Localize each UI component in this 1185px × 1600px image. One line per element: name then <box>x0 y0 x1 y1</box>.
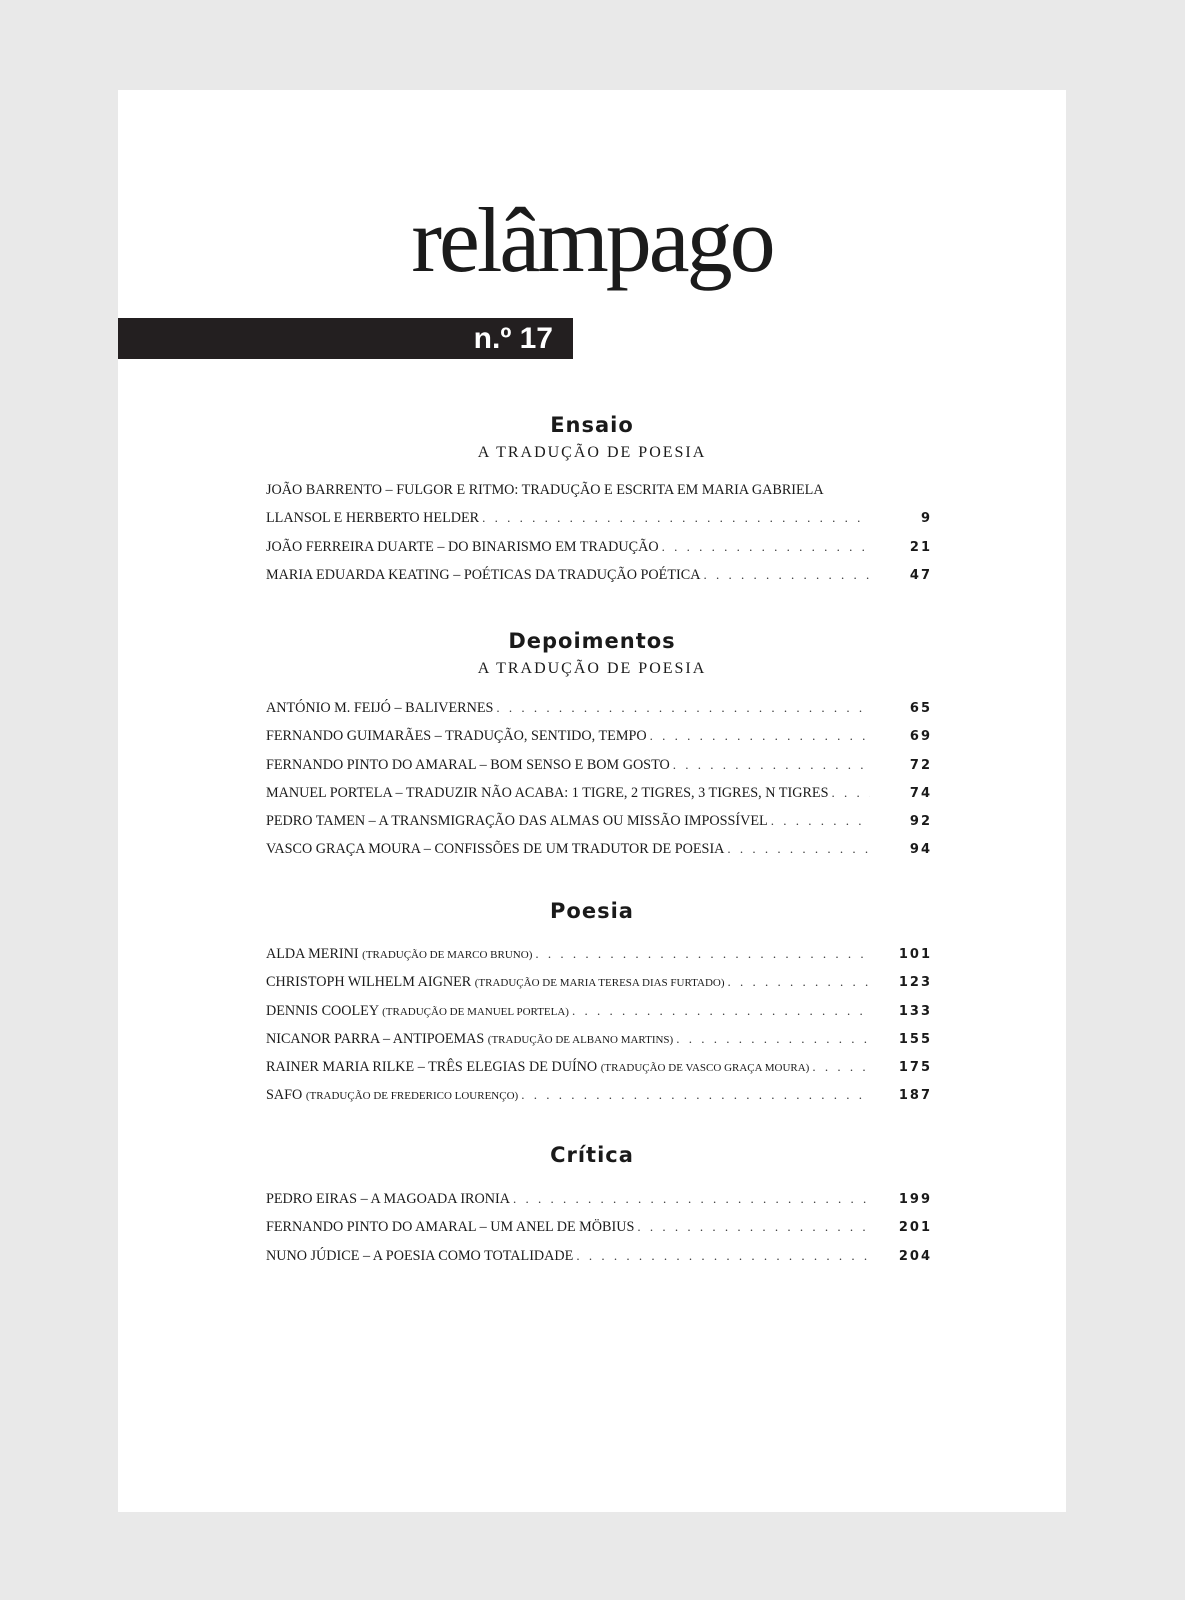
leader-dots <box>728 968 871 996</box>
toc-page-number: 201 <box>898 1220 932 1236</box>
toc-page-number: 199 <box>898 1192 932 1207</box>
toc-entry[interactable] <box>266 940 932 968</box>
toc-entry-title: SAFO (TRADUÇÃO DE FREDERICO LOURENÇO) <box>266 1081 521 1110</box>
toc-entry-title: MARIA EDUARDA KEATING – POÉTICAS DA TRADUÇÃO POÉTICA <box>266 561 703 589</box>
translator-note: (TRADUÇÃO DE MARCO BRUNO) <box>362 949 533 961</box>
toc-page-number: 175 <box>898 1060 932 1076</box>
toc-page-number: 74 <box>909 785 932 801</box>
leader-dots <box>513 1185 870 1213</box>
toc-depoimentos <box>266 694 932 864</box>
leader-dots <box>727 835 870 863</box>
magazine-page <box>118 90 1066 1512</box>
leader-dots <box>521 1081 870 1109</box>
translator-note: (TRADUÇÃO DE MANUEL PORTELA) <box>382 1005 569 1018</box>
toc-entry-title: CHRISTOPH WILHELM AIGNER (TRADUÇÃO DE MARIA TERESA DIAS FURTADO) <box>266 968 728 997</box>
toc-entry[interactable] <box>266 504 932 532</box>
toc-entry-title: LLANSOL E HERBERTO HELDER <box>266 504 482 532</box>
toc-entry[interactable] <box>266 751 932 779</box>
toc-page-number: 123 <box>898 975 932 991</box>
toc-page-number: 133 <box>898 1003 932 1019</box>
toc-entry[interactable] <box>266 1025 932 1053</box>
toc-entry-title: NUNO JÚDICE – A POESIA COMO TOTALIDADE <box>266 1242 576 1270</box>
leader-dots <box>576 1242 870 1270</box>
toc-entry-title: FERNANDO PINTO DO AMARAL – UM ANEL DE MÖBIUS <box>266 1213 637 1241</box>
toc-page-number: 47 <box>909 567 932 583</box>
toc-page-number: 101 <box>898 947 932 962</box>
toc-critica <box>266 1185 932 1270</box>
toc-entry[interactable] <box>266 694 932 722</box>
toc-entry[interactable] <box>266 561 932 589</box>
toc-ensaio <box>266 476 932 589</box>
leader-dots <box>650 722 870 750</box>
toc-entry[interactable] <box>266 1213 932 1241</box>
leader-dots <box>662 533 870 561</box>
toc-entry[interactable] <box>266 1185 932 1213</box>
toc-page-number: 69 <box>909 729 932 745</box>
issue-bar <box>118 318 573 359</box>
toc-entry-title: VASCO GRAÇA MOURA – CONFISSÕES DE UM TRADUTOR DE POESIA <box>266 835 727 863</box>
toc-entry-title: PEDRO EIRAS – A MAGOADA IRONIA <box>266 1185 513 1213</box>
leader-dots <box>637 1213 870 1241</box>
leader-dots <box>496 694 870 722</box>
section-subtitle-ensaio: A TRADUÇÃO DE POESIA <box>477 444 707 461</box>
leader-dots <box>676 1025 870 1053</box>
toc-entry[interactable] <box>266 1081 932 1109</box>
toc-entry[interactable] <box>266 835 932 863</box>
section-title-critica: Crítica <box>550 1143 634 1167</box>
toc-entry[interactable] <box>266 722 932 750</box>
leader-dots <box>673 751 870 779</box>
toc-entry-title: FERNANDO GUIMARÃES – TRADUÇÃO, SENTIDO, TEMPO <box>266 722 650 750</box>
section-title-poesia: Poesia <box>550 899 634 923</box>
leader-dots <box>831 779 870 807</box>
leader-dots <box>482 504 870 532</box>
toc-entry[interactable] <box>266 779 932 807</box>
toc-entry[interactable] <box>266 997 932 1025</box>
issue-number: n.º 17 <box>473 322 553 355</box>
toc-entry-title: MANUEL PORTELA – TRADUZIR NÃO ACABA: 1 TIGRE, 2 TIGRES, 3 TIGRES, N TIGRES <box>266 779 831 807</box>
toc-page-number: 155 <box>898 1031 932 1047</box>
toc-page-number: 72 <box>909 757 932 773</box>
toc-entry[interactable] <box>266 1242 932 1270</box>
leader-dots <box>771 807 870 835</box>
section-title-depoimentos: Depoimentos <box>508 629 676 653</box>
translator-note: (TRADUÇÃO DE VASCO GRAÇA MOURA) <box>600 1062 810 1075</box>
translator-note: (TRADUÇÃO DE FREDERICO LOURENÇO) <box>305 1090 519 1103</box>
toc-entry-title: FERNANDO PINTO DO AMARAL – BOM SENSO E BOM GOSTO <box>266 751 673 779</box>
leader-dots <box>535 940 870 968</box>
toc-entry-title: ALDA MERINI (TRADUÇÃO DE MARCO BRUNO) <box>266 940 535 969</box>
toc-page-number: 65 <box>909 701 932 716</box>
magazine-logo: relâmpago <box>411 189 773 291</box>
toc-entry-title: JOÃO FERREIRA DUARTE – DO BINARISMO EM TRADUÇÃO <box>266 533 662 561</box>
toc-page-number: 21 <box>909 539 932 555</box>
leader-dots <box>703 561 870 589</box>
section-title-ensaio: Ensaio <box>550 413 634 437</box>
toc-entry[interactable] <box>266 807 932 835</box>
toc-page-number: 9 <box>920 511 932 527</box>
translator-note: (TRADUÇÃO DE ALBANO MARTINS) <box>487 1033 674 1046</box>
leader-dots <box>812 1053 870 1081</box>
toc-page-number: 94 <box>909 842 932 858</box>
toc-entry-title: DENNIS COOLEY (TRADUÇÃO DE MANUEL PORTELA) <box>266 997 572 1026</box>
toc-entry-title: RAINER MARIA RILKE – TRÊS ELEGIAS DE DUÍNO (TRADUÇÃO DE VASCO GRAÇA MOURA) <box>266 1053 812 1082</box>
toc-entry-title: NICANOR PARRA – ANTIPOEMAS (TRADUÇÃO DE ALBANO MARTINS) <box>266 1025 676 1054</box>
toc-entry-title: PEDRO TAMEN – A TRANSMIGRAÇÃO DAS ALMAS OU MISSÃO IMPOSSÍVEL <box>266 807 771 835</box>
toc-page-number: 204 <box>898 1248 932 1264</box>
toc-page-number: 92 <box>909 814 932 830</box>
leader-dots <box>572 997 870 1025</box>
toc-poesia <box>266 940 932 1110</box>
toc-entry-line: JOÃO BARRENTO – FULGOR E RITMO: TRADUÇÃO E ESCRITA EM MARIA GABRIELA <box>266 482 824 498</box>
section-subtitle-depoimentos: A TRADUÇÃO DE POESIA <box>477 660 707 677</box>
toc-entry-title: ANTÓNIO M. FEIJÓ – BALIVERNES <box>266 694 496 722</box>
translator-note: (TRADUÇÃO DE MARIA TERESA DIAS FURTADO) <box>474 977 725 990</box>
toc-page-number: 187 <box>898 1088 932 1104</box>
toc-entry[interactable] <box>266 968 932 996</box>
toc-entry[interactable] <box>266 1053 932 1081</box>
toc-entry[interactable] <box>266 533 932 561</box>
